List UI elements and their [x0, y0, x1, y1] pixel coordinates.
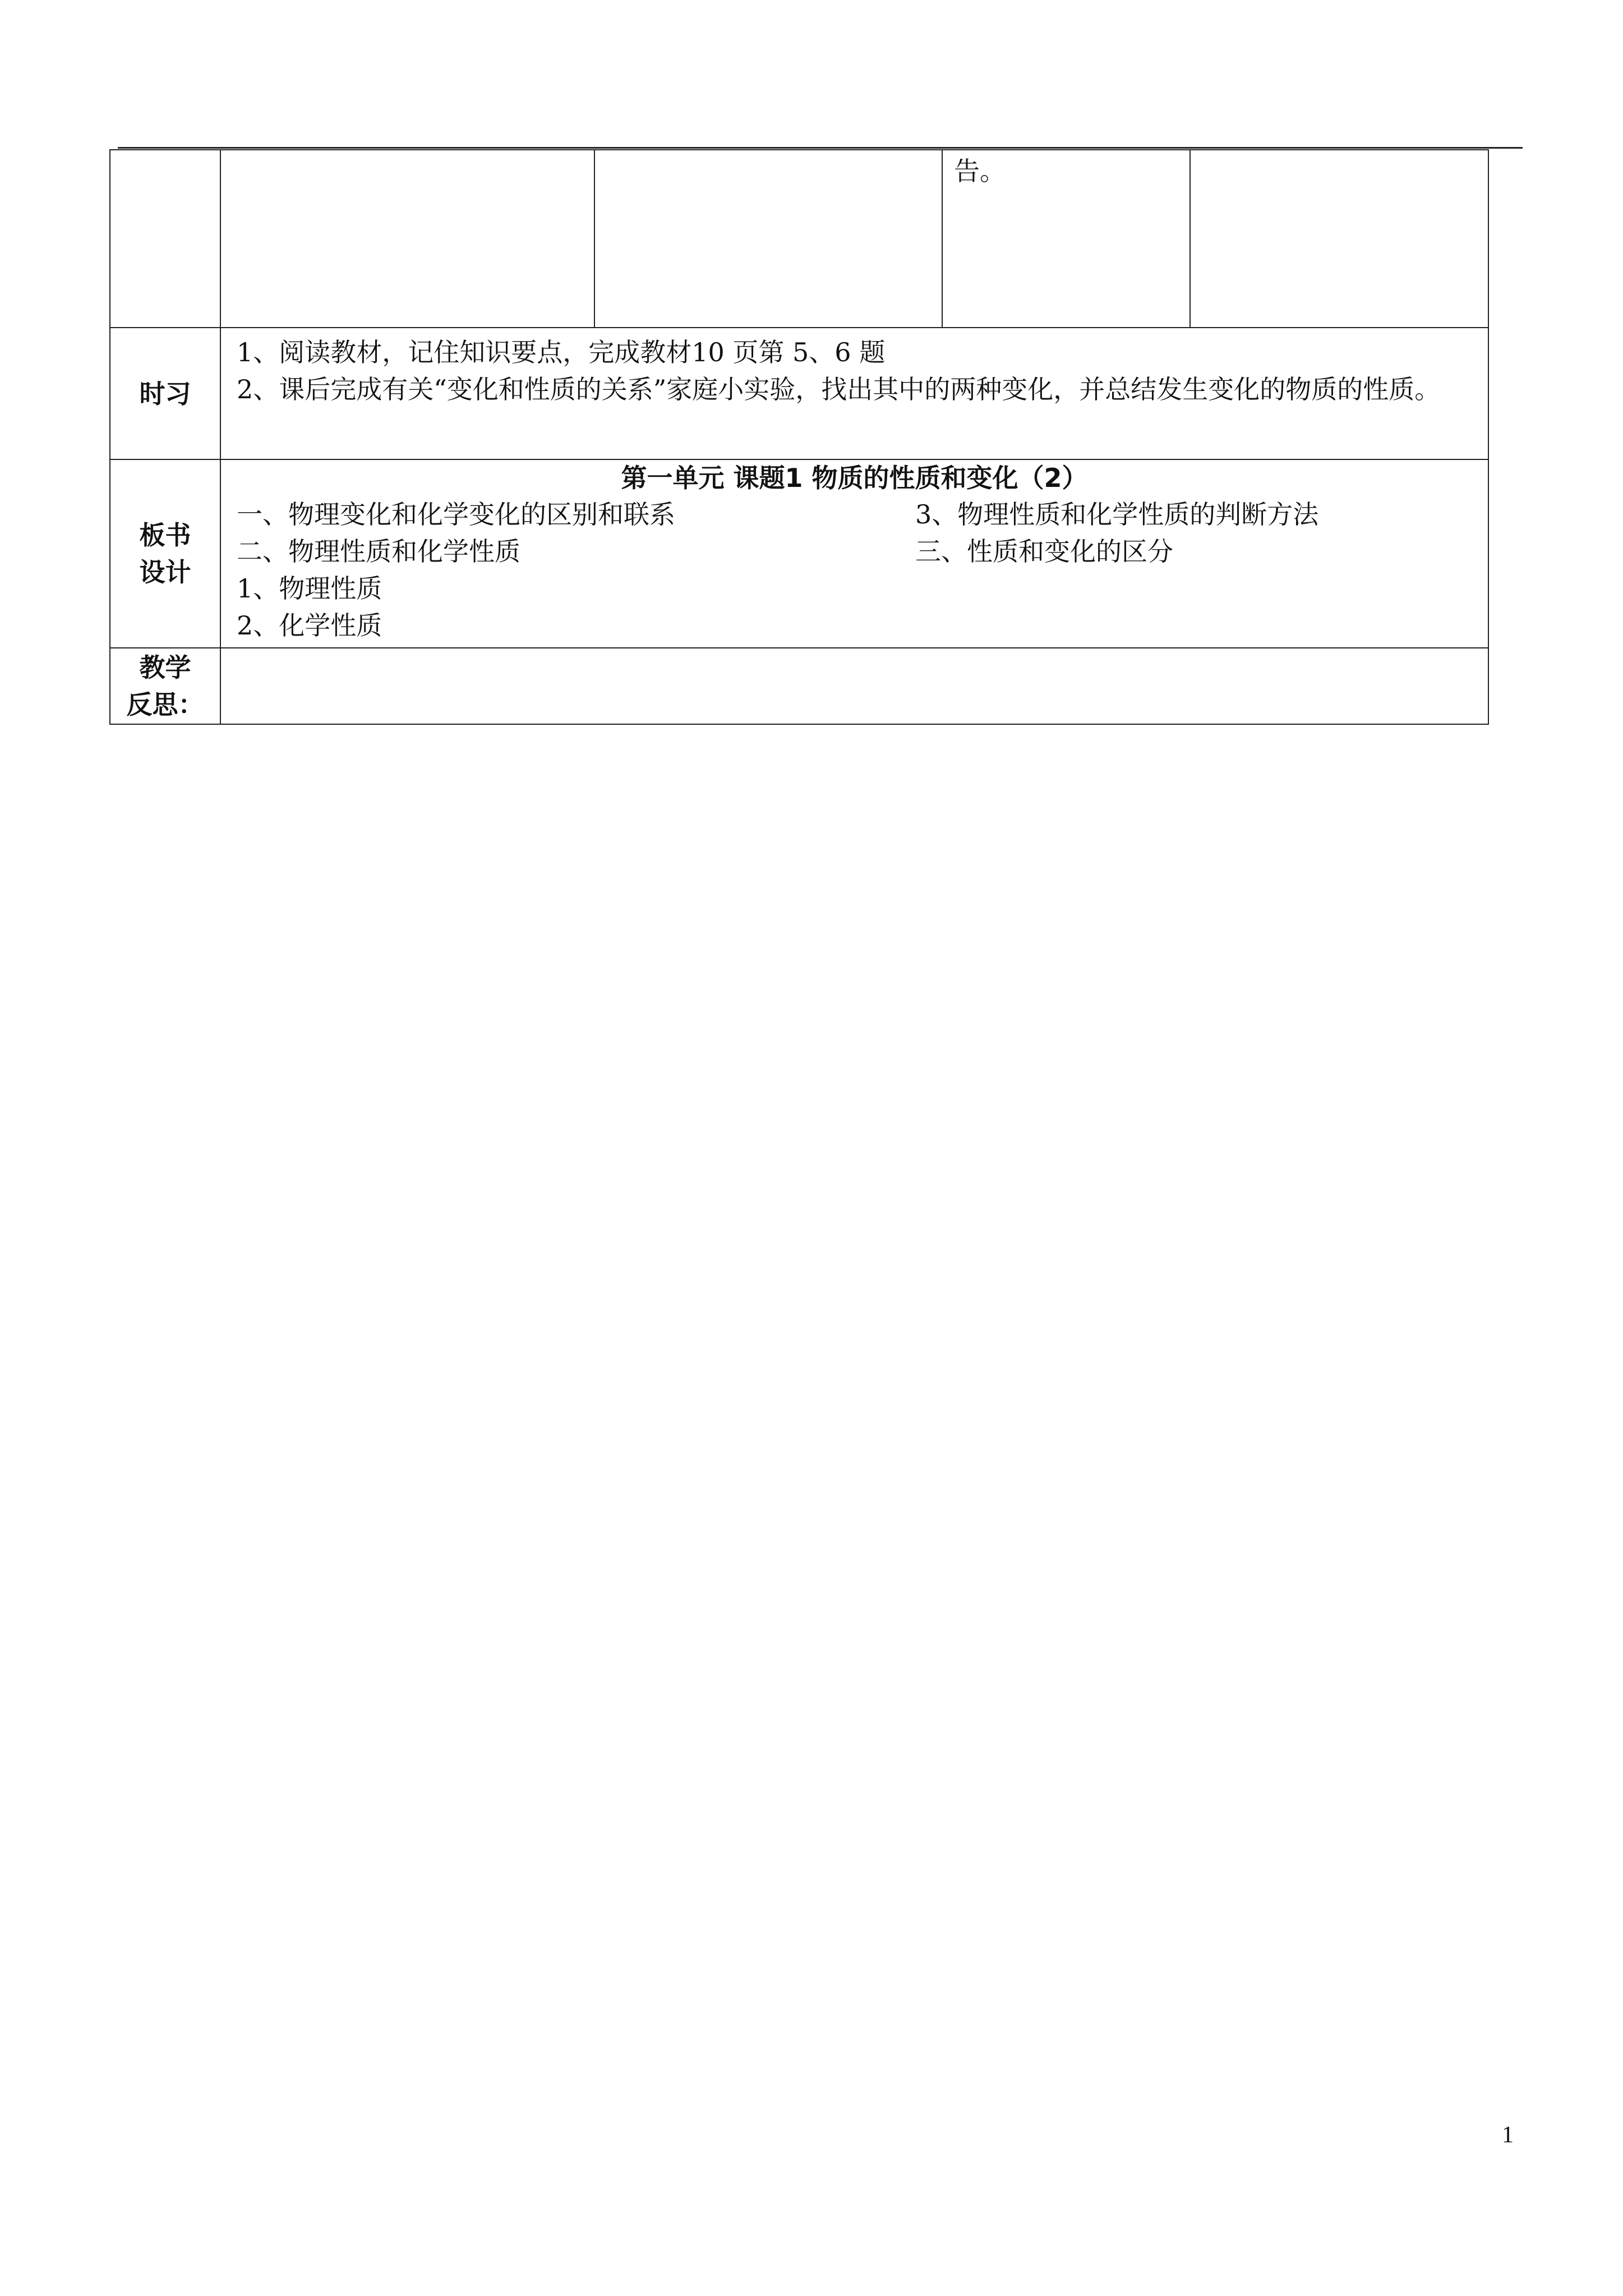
reflection-label-line-2: 反思：: [126, 689, 204, 720]
board-item: 二、物理性质和化学性质: [237, 536, 520, 567]
board-row-1: [237, 496, 1472, 533]
homework-content: [220, 328, 1488, 459]
reflection-label: [110, 648, 220, 724]
board-title: 第一单元 课题1 物质的性质和变化（2）: [621, 463, 1088, 493]
reflection-row: [110, 648, 1488, 724]
board-design-content: [220, 459, 1488, 648]
board-item: 1、物理性质: [237, 573, 382, 604]
empty-cell: [594, 150, 942, 328]
continued-text: 告。: [954, 156, 1006, 186]
homework-line-1: 1、阅读教材，记住知识要点，完成教材10 页第 5、6 题: [237, 337, 886, 367]
homework-line-2: 2、课后完成有关“变化和性质的关系”家庭小实验，找出其中的两种变化，并总结发生变化的物质的性质。: [237, 374, 1441, 404]
continued-text-cell: [942, 150, 1190, 328]
board-item: 一、物理变化和化学变化的区别和联系: [237, 499, 675, 530]
board-item: 3、物理性质和化学性质的判断方法: [915, 499, 1319, 530]
board-item: 三、性质和变化的区分: [915, 536, 1173, 567]
board-label-line-1: 板书: [139, 520, 191, 550]
reflection-label-line-1: 教学: [139, 652, 191, 683]
homework-row: [110, 328, 1488, 459]
top-rule: [118, 147, 1523, 149]
board-row-2: [237, 533, 1472, 570]
lesson-table: [109, 149, 1489, 725]
empty-cell: [1190, 150, 1488, 328]
board-label-line-2: 设计: [139, 557, 191, 587]
empty-cell: [110, 150, 220, 328]
empty-cell: [220, 150, 594, 328]
page-number: 1: [1502, 2122, 1514, 2148]
board-item: 2、化学性质: [237, 610, 382, 641]
reflection-content: [220, 648, 1488, 724]
continued-row: [110, 150, 1488, 328]
board-design-label: [110, 459, 220, 648]
homework-label: 时习: [110, 328, 220, 459]
board-design-row: [110, 459, 1488, 648]
